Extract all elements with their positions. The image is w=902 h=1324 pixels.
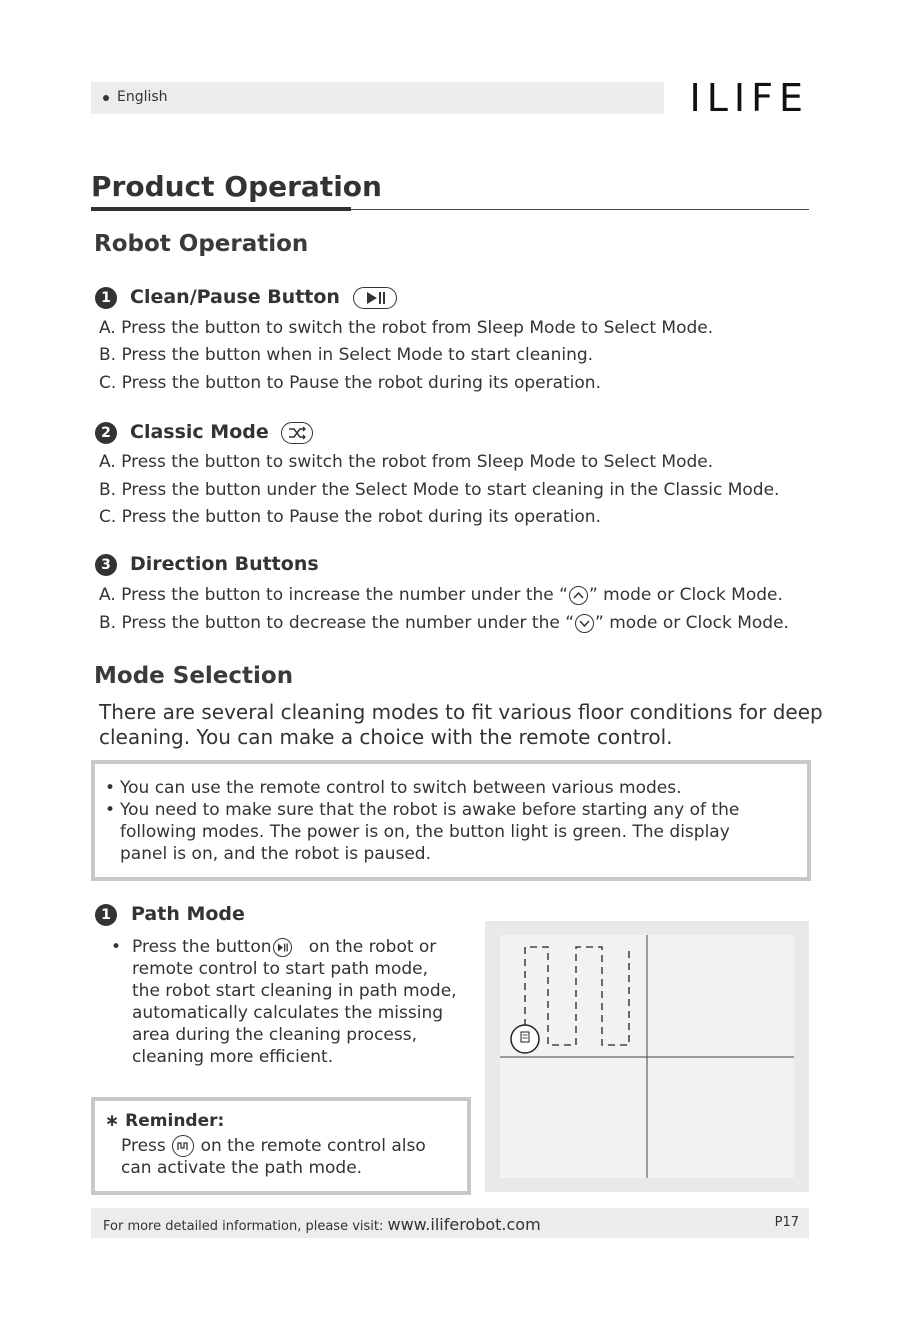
footer-text	[103, 1215, 541, 1234]
path-desc-1b: on the robot or	[308, 937, 437, 957]
reminder-box	[91, 1097, 471, 1195]
play-pause-icon	[273, 938, 292, 957]
path-mode-remote-icon	[172, 1135, 194, 1157]
path-mode-desc-line-6: cleaning more efficient.	[132, 1047, 334, 1067]
clean-pause-title: Clean/Pause Button	[130, 286, 340, 308]
direction-line-b-pre: B. Press the button to decrease the number under the “	[99, 613, 575, 633]
chevron-down-icon	[575, 614, 594, 633]
mode-selection-heading: Mode Selection	[94, 663, 294, 689]
shuffle-icon	[281, 422, 313, 444]
robot-icon	[511, 1025, 539, 1053]
classic-mode-title: Classic Mode	[130, 421, 269, 443]
note-bullet-1: •	[105, 778, 116, 798]
brand-logo: ILIFE	[689, 76, 809, 120]
bullet-icon	[103, 95, 109, 101]
direction-line-b-post: ” mode or Clock Mode.	[595, 613, 789, 633]
reminder-line-2: can activate the path mode.	[121, 1158, 363, 1178]
note-line-4: panel is on, and the robot is paused.	[120, 844, 431, 864]
path-mode-bullet: •	[111, 937, 122, 957]
reminder-title-text: Reminder:	[125, 1111, 225, 1131]
note-line-2: You need to make sure that the robot is awake before starting any of the	[120, 800, 740, 820]
path-mode-diagram	[485, 921, 809, 1192]
language-label: English	[117, 89, 168, 105]
note-bullet-2: •	[105, 800, 116, 820]
chevron-up-icon	[569, 586, 588, 605]
classic-mode-line-a: A. Press the button to switch the robot from Sleep Mode to Select Mode.	[99, 452, 714, 472]
reminder-title: ∗ Reminder:	[105, 1111, 225, 1131]
language-bar	[91, 82, 664, 114]
note-line-3: following modes. The power is on, the button light is green. The display	[120, 822, 730, 842]
note-line-1: You can use the remote control to switch between various modes.	[120, 778, 682, 798]
section-number-2: 2	[95, 422, 117, 444]
direction-line-a-post: ” mode or Clock Mode.	[588, 585, 783, 605]
page-title: Product Operation	[91, 170, 382, 203]
path-mode-title: Path Mode	[131, 903, 245, 925]
path-mode-desc-line-2: remote control to start path mode,	[132, 959, 429, 979]
title-underline	[91, 207, 351, 211]
reminder-line-1	[121, 1135, 426, 1157]
footer-label: For more detailed information, please visit:	[103, 1219, 388, 1234]
direction-line-b	[99, 613, 789, 633]
play-pause-icon	[353, 287, 397, 309]
footer-url[interactable]: www.iliferobot.com	[387, 1215, 541, 1234]
path-mode-desc-line-3: the robot start cleaning in path mode,	[132, 981, 457, 1001]
page-number: P17	[774, 1215, 799, 1230]
section-title-clean-pause	[130, 286, 397, 309]
path-mode-desc-line-4: automatically calculates the missing	[132, 1003, 444, 1023]
reminder-1a: Press	[121, 1136, 166, 1156]
note-box	[91, 760, 811, 881]
section-number-3: 3	[95, 554, 117, 576]
section-title-classic-mode	[130, 421, 313, 444]
path-desc-1a: Press the button	[132, 937, 272, 957]
clean-pause-line-c: C. Press the button to Pause the robot during its operation.	[99, 373, 601, 393]
mode-intro-line-2: cleaning. You can make a choice with the remote control.	[99, 725, 673, 749]
path-mode-desc-line-5: area during the cleaning process,	[132, 1025, 418, 1045]
direction-line-a	[99, 585, 783, 605]
classic-mode-line-c: C. Press the button to Pause the robot during its operation.	[99, 507, 601, 527]
mode-intro-line-1: There are several cleaning modes to fit various floor conditions for deep	[99, 700, 823, 724]
robot-operation-heading: Robot Operation	[94, 231, 309, 257]
path-mode-number: 1	[95, 904, 117, 926]
direction-buttons-title: Direction Buttons	[130, 553, 319, 575]
direction-line-a-pre: A. Press the button to increase the number under the “	[99, 585, 568, 605]
section-number-1: 1	[95, 287, 117, 309]
clean-pause-line-b: B. Press the button when in Select Mode to start cleaning.	[99, 345, 594, 365]
reminder-1b: on the remote control also	[200, 1136, 426, 1156]
path-mode-desc-line-1	[132, 937, 436, 957]
footer-bar	[91, 1208, 809, 1238]
classic-mode-line-b: B. Press the button under the Select Mode to start cleaning in the Classic Mode.	[99, 480, 780, 500]
clean-pause-line-a: A. Press the button to switch the robot from Sleep Mode to Select Mode.	[99, 318, 714, 338]
